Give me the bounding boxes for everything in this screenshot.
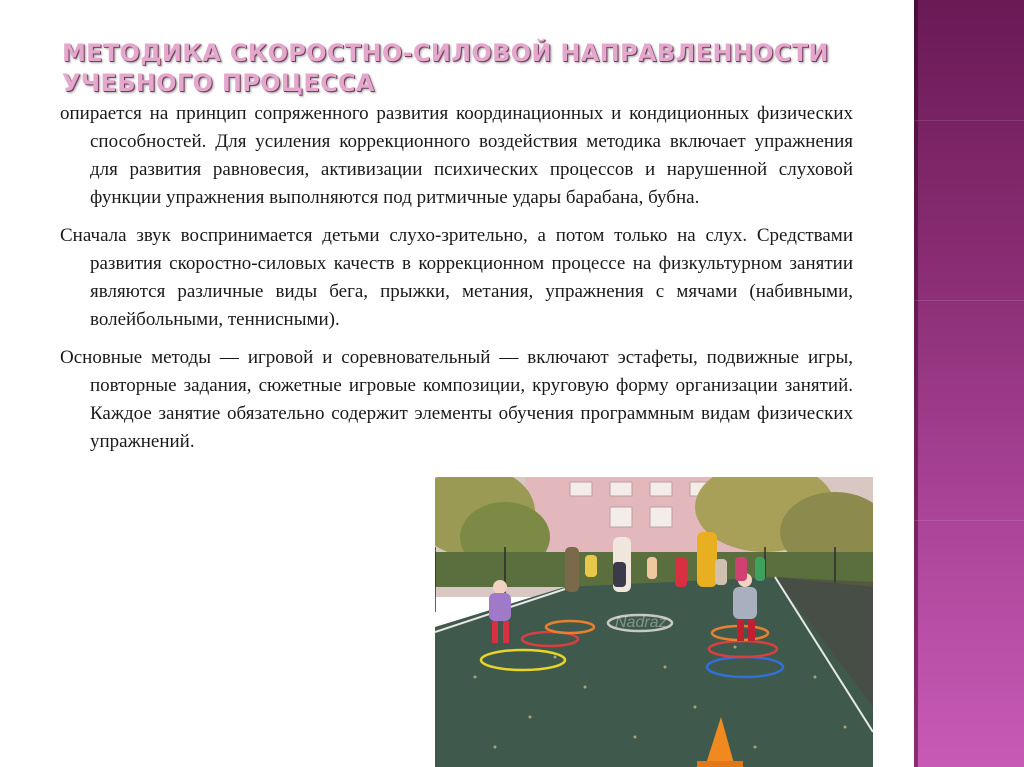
paragraph-1: опирается на принцип сопряженного развития координационных и кондиционных физических способностей. Для усиления коррекционного воздействия методика включает упражнения для развития равновесия, активизации психических процессов и нарушенной слуховой функции упражнения выполняются под ритмичные удары барабана, бубна. [60,103,853,208]
playground-photo [435,477,873,767]
decorative-side-band [914,0,1024,767]
paragraph-2: Сначала звук воспринимается детьми слухо-зрительно, а потом только на слух. Средствами развития скоростно-силовых качеств в коррекционном процессе на физкультурном занятии являются различные виды бега, прыжки, метания, упражнения с мячами (набивными, волейбольными, теннисными). [60,225,853,330]
slide-title: МЕТОДИКА СКОРОСТНО-СИЛОВОЙ НАПРАВЛЕННОСТИ УЧЕБНОГО ПРОЦЕССА [62,39,829,97]
paragraph-3: Основные методы — игровой и соревновательный — включают эстафеты, подвижные игры, повторные задания, сюжетные игровые композиции, круговую форму организации занятий. Каждое занятие обязательно содержит элементы обучения программным видам физических упражнений. [60,347,853,452]
slide-body [60,100,853,466]
photo-watermark: Nadraz [615,614,667,631]
